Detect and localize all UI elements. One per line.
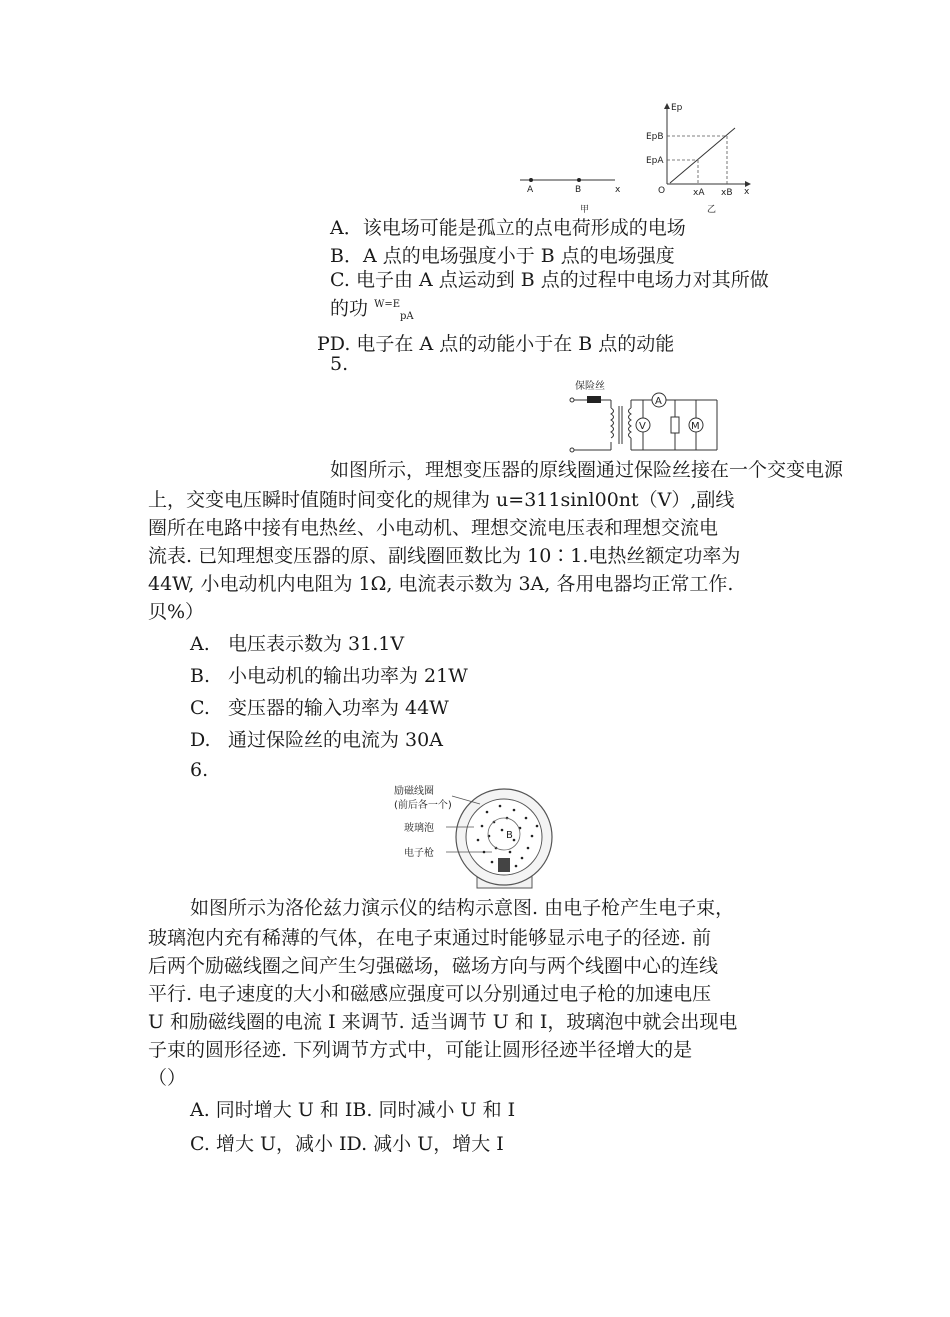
q4-option-b: B．A 点的电场强度小于 B 点的电场强度 xyxy=(330,245,675,267)
q6-options-ab: A. 同时增大 U 和 IB. 同时减小 U 和 I xyxy=(190,1099,516,1121)
coil-sublabel: (前后各一个) xyxy=(394,800,452,811)
q4-option-d: PD. 电子在 A 点的动能小于在 B 点的动能 xyxy=(317,333,675,355)
label-epb: EpB xyxy=(646,132,664,142)
q5-option-a-letter: A. xyxy=(190,633,210,655)
q4-formula-w: W=E xyxy=(374,299,401,310)
primary-coil xyxy=(611,408,614,438)
q5-option-c-letter: C. xyxy=(190,697,210,719)
q4-option-c: C. 电子由 A 点运动到 B 点的过程中电场力对其所做 xyxy=(330,269,769,291)
q5-text-4: 流表. 已知理想变压器的原、副线圈匝数比为 10∶1.电热丝额定功率为 xyxy=(148,545,741,567)
label-x2: x xyxy=(744,187,750,197)
terminal-bottom xyxy=(570,448,574,452)
q5-number: 5. xyxy=(330,353,349,375)
field-figure xyxy=(515,100,765,215)
electron-gun xyxy=(498,858,510,872)
point-a xyxy=(529,178,533,182)
caption-yi: 乙 xyxy=(707,205,717,215)
fuse-label: 保险丝 xyxy=(575,381,605,392)
gun-label: 电子枪 xyxy=(404,848,434,859)
q4-option-a: A．该电场可能是孤立的点电荷形成的电场 xyxy=(330,217,686,239)
label-a: A xyxy=(527,185,534,195)
svg-text:M: M xyxy=(691,421,700,432)
svg-text:V: V xyxy=(639,421,646,432)
q5-text-1: 如图所示，理想变压器的原线圈通过保险丝接在一个交变电源 xyxy=(330,459,844,481)
q5-text-3: 圈所在电路中接有电热丝、小电动机、理想交流电压表和理想交流电 xyxy=(148,517,719,539)
transformer-figure xyxy=(565,378,725,458)
label-xb: xB xyxy=(721,188,733,198)
q6-number: 6. xyxy=(190,759,209,781)
heater-resistor-icon xyxy=(671,417,679,433)
q5-option-b-letter: B. xyxy=(190,665,211,687)
q4-option-c-cont xyxy=(330,293,414,329)
q5-option-d-letter: D. xyxy=(190,729,211,751)
svg-text:A: A xyxy=(655,396,662,407)
q5-text-6: 贝%） xyxy=(148,601,205,623)
label-ep: Ep xyxy=(671,103,683,113)
q6-text-3: 后两个励磁线圈之间产生匀强磁场，磁场方向与两个线圈中心的连线 xyxy=(148,955,719,977)
q6-text-6: 子束的圆形径迹. 下列调节方式中，可能让圆形径迹半径增大的是 xyxy=(148,1039,693,1061)
label-epa: EpA xyxy=(646,156,664,166)
point-b xyxy=(577,178,581,182)
bulb-label: 玻璃泡 xyxy=(404,823,434,834)
q6-text-1: 如图所示为洛伦兹力演示仪的结构示意图. 由电子枪产生电子束， xyxy=(190,897,735,919)
ep-axis-arrow xyxy=(664,103,670,109)
q6-text-5: U 和励磁线圈的电流 I 来调节. 适当调节 U 和 I，玻璃泡中就会出现电 xyxy=(148,1011,738,1033)
fuse xyxy=(587,396,601,403)
label-x: x xyxy=(615,185,621,195)
coil-label: 励磁线圈 xyxy=(394,786,434,797)
terminal-top xyxy=(570,398,574,402)
q4-option-c-text: 的功 xyxy=(330,297,369,320)
q5-option-c-text: 变压器的输入功率为 44W xyxy=(228,697,449,719)
q6-options-cd: C. 增大 U，减小 ID. 减小 U，增大 I xyxy=(190,1133,504,1155)
q5-text-2: 上，交变电压瞬时值随时间变化的规律为 u=311sinl00nt（V）,副线 xyxy=(148,489,735,511)
lorentz-demo-figure xyxy=(392,782,567,892)
caption-jia: 甲 xyxy=(580,205,590,215)
label-xa: xA xyxy=(693,188,705,198)
q5-option-b-text: 小电动机的输出功率为 21W xyxy=(228,665,468,687)
label-b: B xyxy=(575,185,582,195)
q5-option-d-text: 通过保险丝的电流为 30A xyxy=(228,729,443,751)
secondary-coil xyxy=(629,408,632,438)
label-origin: O xyxy=(658,186,666,196)
q6-text-4: 平行. 电子速度的大小和磁感应强度可以分别通过电子枪的加速电压 xyxy=(148,983,712,1005)
label-b-field: B xyxy=(506,830,513,841)
q4-formula-sub: pA xyxy=(400,311,414,323)
q6-text-2: 玻璃泡内充有稀薄的气体，在电子束通过时能够显示电子的径迹. 前 xyxy=(148,927,712,949)
q5-text-5: 44W, 小电动机内电阻为 1Ω, 电流表示数为 3A, 各用电器均正常工作. xyxy=(148,573,734,595)
q5-option-a-text: 电压表示数为 31.1V xyxy=(228,633,405,655)
q6-text-7: （） xyxy=(148,1067,187,1089)
